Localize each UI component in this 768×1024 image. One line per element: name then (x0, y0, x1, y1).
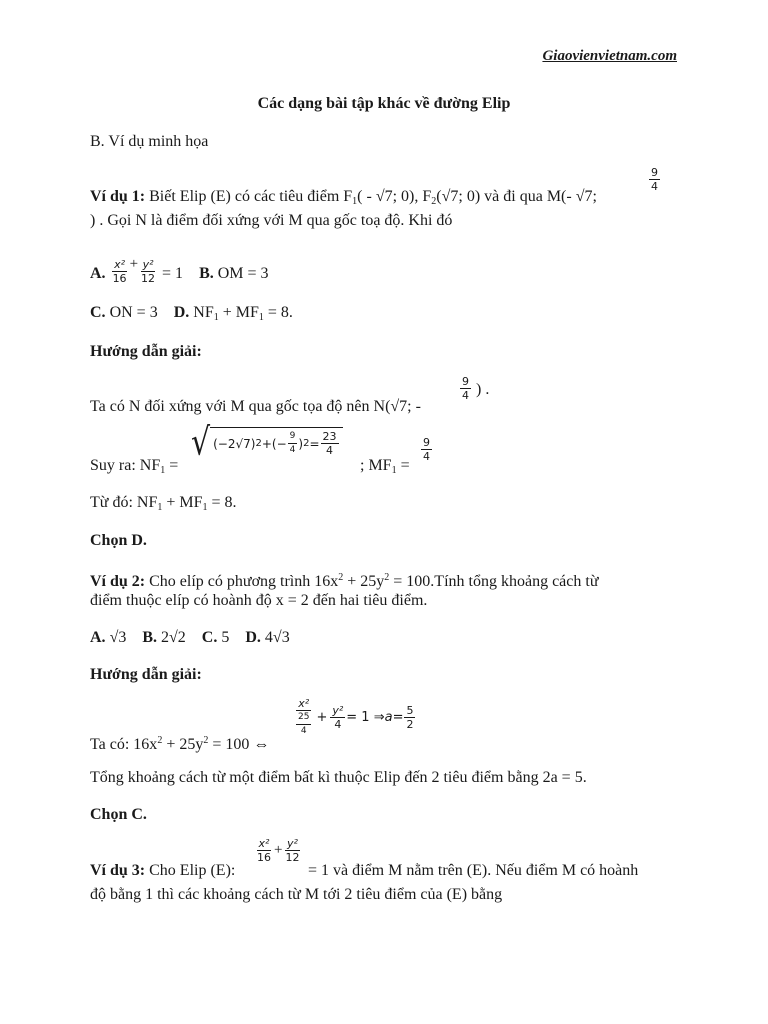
example-1-options-cd: C. ON = 3 D. $NF_1 + MF_1 = 8$. (90, 304, 293, 323)
site-link[interactable]: Giaovienvietnam.com (542, 48, 677, 64)
example-3-line-1-rest: = 1 và điểm M nằm trên (E). Nếu điểm M có hoành (308, 862, 639, 879)
option-a-label: A. (90, 265, 106, 282)
page-title: Các dạng bài tập khác về đường Elip (257, 95, 511, 112)
solution-2-heading: Hướng dẫn giải: (90, 666, 202, 683)
solution-1-heading: Hướng dẫn giải: (90, 343, 202, 360)
square-root-expression: √ (−2√7) 2 + (− $\frac{9}{4}$ ) 2 = $\frac{23}{4}$ (191, 428, 343, 458)
document-page: Giaovienvietnam.com Các dạng bài tập khác về đường Elip B. Ví dụ minh họa Ví dụ 1: Biết Elip (E) có các tiêu điểm $F_1( - √7$; 0), $F_2(√7$; 0) và đi qua M(- √7; $\frac{9}{4}$ ) . Gọi N là điểm đối xứng với M qua gốc toạ độ. Khi đó A. $\frac{\text{x²}}{16}$ + $\frac{\text{y²}}{12}$ = 1 B. OM = 3 C. ON = 3 D. $NF_1 + MF_1 = 8$. Hướng dẫn giải: Ta có N đối xứng với M qua gốc tọa độ nên N(√7; - $\frac{9}{4}$ ) . Suy ra: $NF_1$ = √ (−2√7) 2 + (− $\frac{9}{4}$ ) 2 = $\frac{23}{4}$ ; $MF_1$ = $\frac{9}{4}$ Từ đó: $NF_1 + MF_1 = 8$. Chọn D. Ví dụ 2: Cho elíp có phương trình $16x^2 + 25y^2$ = 100.Tính tổng khoảng cách từ điểm thuộc elíp có hoành độ x = 2 đến hai tiêu điểm. A. √3 B. 2√2 C. 5 D. 4√3 Hướng dẫn giải: Ta có: $16x^2 + 25y^2 = 100$ ⇔ $\frac{\text{x²}}{\frac{25}{4}}$ + $\frac{\text{y²}}{4}$ = 1 ⇒ a = $\frac{5}{2}$ Tổng khoảng cách từ một điểm bất kì thuộc Elip đến 2 tiêu điểm bằng 2a = 5. Chọn C. Ví dụ 3: Cho Elip (E): $\frac{\text{x²}}{16}$ + $\frac{\text{y²}}{12}$ = 1 và điểm M nằm trên (E). Nếu điểm M có hoành độ bằng 1 thì các khoảng cách từ M tới 2 tiêu điểm của (E) bằng (0, 0, 768, 1024)
example-2-line-2: điểm thuộc elíp có hoành độ x = 2 đến hai tiêu điểm. (90, 592, 428, 609)
example-2-line-1: Ví dụ 2: Cho elíp có phương trình $16x^2 + 25y^2$ = 100.Tính tổng khoảng cách từ (90, 572, 599, 590)
example-1-options-ab: A. $\frac{\text{x²}}{16}$ + $\frac{\text{y²}}{12}$ = 1 B. OM = 3 (90, 256, 269, 285)
example-1-fraction: $\frac{9}{4}$ (651, 166, 658, 193)
solution-1-fraction: $\frac{9}{4}$ ) . (462, 375, 490, 402)
solution-2-line-1: Ta có: $16x^2 + 25y^2 = 100$ ⇔ (90, 735, 270, 753)
solution-1-line-3: Từ đó: $NF_1 + MF_1 = 8$. (90, 494, 237, 513)
example-1-line-2: ) . Gọi N là điểm đối xứng với M qua gốc toạ độ. Khi đó (90, 212, 453, 229)
example-2-options: A. √3 B. 2√2 C. 5 D. 4√3 (90, 629, 290, 646)
solution-2-equation: $\frac{\text{x²}}{\frac{25}{4}}$ + $\frac{\text{y²}}{4}$ = 1 ⇒ a = $\frac{5}{2}$ (298, 697, 414, 736)
solution-1-line-1: Ta có N đối xứng với M qua gốc tọa độ nên N(√7; - (90, 398, 421, 415)
section-heading: B. Ví dụ minh họa (90, 133, 209, 150)
example-3-line-2: độ bằng 1 thì các khoảng cách từ M tới 2 tiêu điểm của (E) bằng (90, 886, 503, 903)
example-3-equation: $\frac{\text{x²}}{16}$ + $\frac{\text{y²}}{12}$ (257, 837, 300, 864)
option-b-label: B. (199, 265, 214, 282)
example-1-label: Ví dụ 1: (90, 188, 146, 205)
solution-2-line-2: Tổng khoảng cách từ một điểm bất kì thuộc Elip đến 2 tiêu điểm bằng 2a = 5. (90, 769, 587, 786)
solution-2-answer: Chọn C. (90, 806, 147, 823)
solution-1-answer: Chọn D. (90, 532, 147, 549)
example-3-line-1: Ví dụ 3: Cho Elip (E): (90, 862, 236, 879)
example-1-line-1: Ví dụ 1: Biết Elip (E) có các tiêu điểm $F_1( - √7$; 0), $F_2(√7$; 0) và đi qua M(- √7; (90, 188, 597, 207)
